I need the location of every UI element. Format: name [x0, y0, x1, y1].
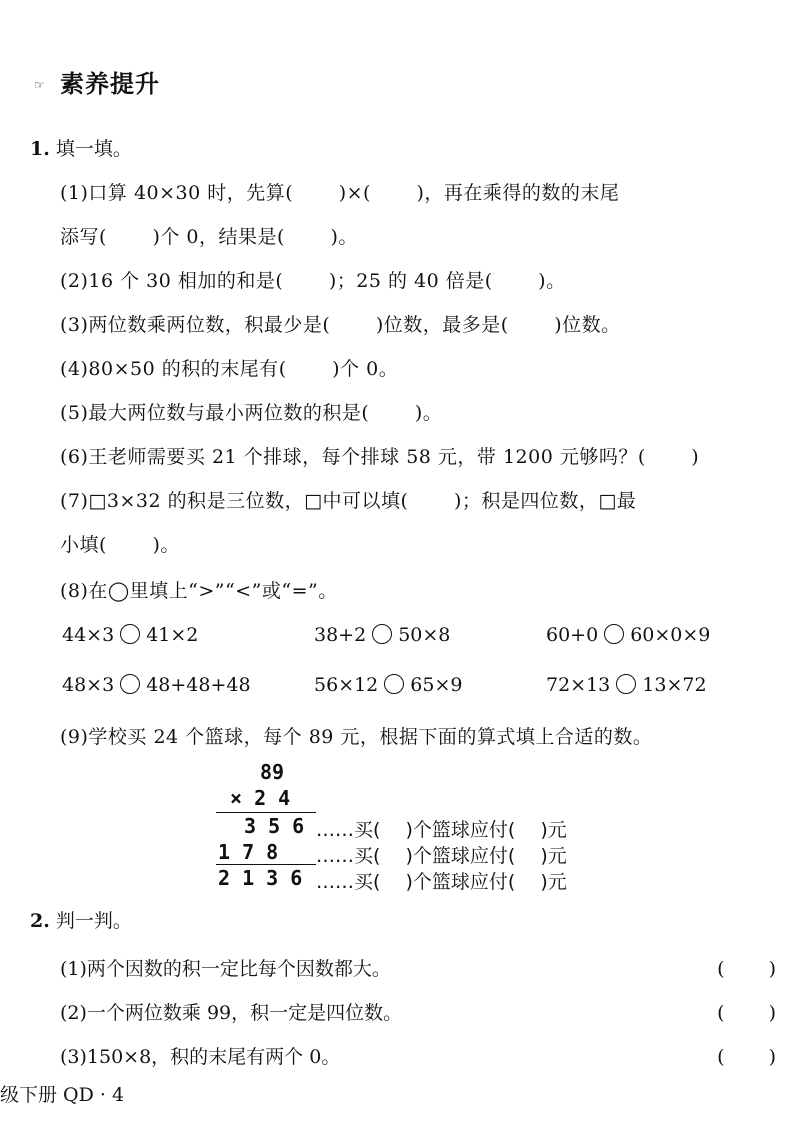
calc-note-2: ……买( )个篮球应付( )元 — [316, 845, 567, 867]
answer-blank[interactable]: ( ) — [717, 1002, 776, 1024]
calc-rule — [216, 864, 316, 865]
question-1-heading: 1. 填一填。 — [30, 138, 132, 160]
answer-circle[interactable] — [604, 624, 624, 644]
answer-circle[interactable] — [384, 674, 404, 694]
judge-item-2: (2)一个两位数乘 99，积一定是四位数。 ( ) — [60, 998, 776, 1025]
pointing-hand-icon: ☞ — [34, 78, 46, 92]
page-footer: 级下册 QD · 4 — [0, 1084, 125, 1106]
judge-item-3: (3)150×8，积的末尾有两个 0。 ( ) — [60, 1042, 776, 1069]
q1-line-8: (7)□3×32 的积是三位数，□中可以填( )；积是四位数，□最 — [60, 490, 637, 512]
q1-line-1: (1)口算 40×30 时，先算( )×( )，再在乘得的数的末尾 — [60, 182, 620, 204]
q1-line-2: 添写( )个 0，结果是( )。 — [60, 226, 358, 248]
compare-item: 60+0 60×0×9 — [546, 624, 711, 646]
question-2-heading: 2. 判一判。 — [30, 910, 132, 932]
q1-line-3: (2)16 个 30 相加的和是( )；25 的 40 倍是( )。 — [60, 270, 566, 292]
answer-blank[interactable]: ( ) — [717, 1046, 776, 1068]
q1-line-4: (3)两位数乘两位数，积最少是( )位数，最多是( )位数。 — [60, 314, 621, 336]
calc-multiplier: × 2 4 — [230, 786, 291, 810]
judge-item-1: (1)两个因数的积一定比每个因数都大。 ( ) — [60, 954, 776, 981]
vertical-multiplication — [212, 760, 652, 893]
compare-item: 38+2 50×8 — [314, 624, 451, 646]
compare-item: 48×3 48+48+48 — [62, 674, 251, 696]
compare-item: 44×3 41×2 — [62, 624, 199, 646]
q1-line-6: (5)最大两位数与最小两位数的积是( )。 — [60, 402, 443, 424]
answer-circle[interactable] — [120, 624, 140, 644]
calc-note-1: ……买( )个篮球应付( )元 — [316, 819, 567, 841]
q1-line-11: (9)学校买 24 个篮球，每个 89 元，根据下面的算式填上合适的数。 — [60, 726, 653, 748]
answer-blank[interactable]: ( ) — [717, 958, 776, 980]
q1-line-5: (4)80×50 的积的末尾有( )个 0。 — [60, 358, 399, 380]
answer-circle[interactable] — [616, 674, 636, 694]
calc-partial-2: 1 7 8 — [218, 840, 279, 864]
calc-partial-1: 3 5 6 — [244, 814, 305, 838]
compare-item: 56×12 65×9 — [314, 674, 463, 696]
q1-line-9: 小填( )。 — [60, 534, 180, 556]
calc-product: 2 1 3 6 — [218, 866, 303, 890]
calc-note-3: ……买( )个篮球应付( )元 — [316, 871, 567, 893]
answer-circle[interactable] — [372, 624, 392, 644]
q1-line-7: (6)王老师需要买 21 个排球，每个排球 58 元，带 1200 元够吗？( ) — [60, 446, 700, 468]
answer-circle[interactable] — [120, 674, 140, 694]
section-title: ☞ 素养提升 — [34, 70, 160, 98]
calc-multiplicand: 89 — [260, 760, 285, 784]
calc-rule — [216, 812, 316, 813]
compare-item: 72×13 13×72 — [546, 674, 707, 696]
q1-line-10: (8)在◯里填上“>”“<”或“=”。 — [60, 580, 338, 602]
